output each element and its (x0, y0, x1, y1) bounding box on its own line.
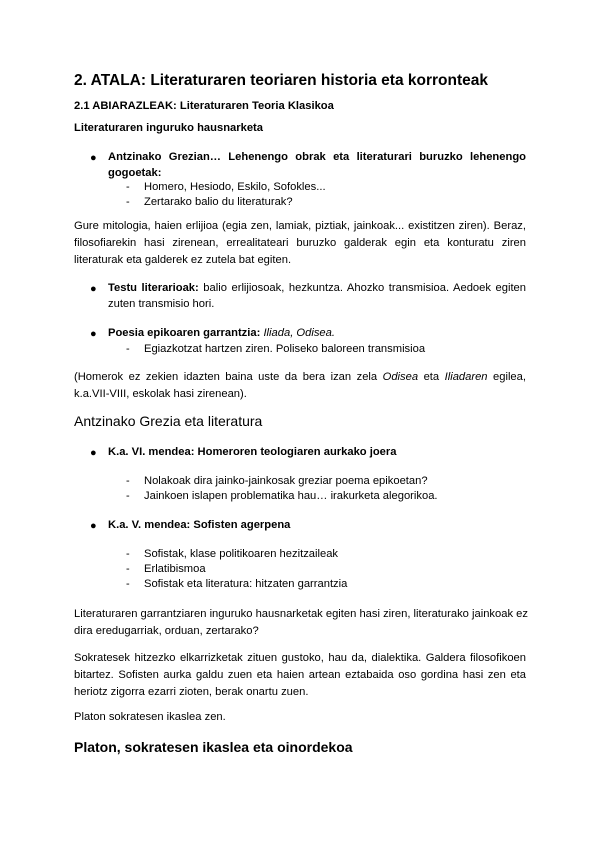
sub-item: Nolakoak dira jainko-jainkosak greziar poema epikoetan? (144, 475, 428, 487)
bullet-dot: ● (90, 447, 97, 459)
bullet-italic: Iliada, Odisea. (263, 327, 335, 339)
paragraph-sokratesek (74, 650, 526, 701)
dash-marker: - (126, 563, 130, 575)
bullet-item-sofisten-agerpena: K.a. V. mendea: Sofisten agerpena (108, 519, 291, 531)
sub-item: Sofistak, klase politikoaren hezitzaileak (144, 548, 339, 560)
paragraph-text: (Homerok ez zekien idazten baina uste da bera izan zela (74, 371, 383, 383)
dash-marker: - (126, 548, 130, 560)
section-heading-antzinako-grezia: Antzinako Grezia eta literatura (74, 413, 263, 429)
dash-marker: - (126, 578, 130, 590)
paragraph-line: filosofiarekin hasi zirenean, errealitateari buruzko galderak egin eta konturatu ziren (74, 237, 526, 249)
bullet-label: Testu literarioak: (108, 282, 199, 294)
subtitle: 2.1 ABIARAZLEAK: Literaturaren Teoria Klasikoa (74, 100, 334, 112)
paragraph-line: Literaturaren garrantziaren inguruko hausnarketak egiten hasi ziren, literaturako jainkoak ez (74, 608, 528, 620)
bullet-text: balio erlijiosoak, hezkuntza. Ahozko transmisioa. Aedoek egiten (198, 282, 526, 294)
section-heading-platon: Platon, sokratesen ikaslea eta oinordekoa (74, 739, 353, 755)
paragraph-line: k.a.VII-VIII, eskolak hasi zirenean). (74, 388, 247, 400)
dash-marker: - (126, 196, 130, 208)
paragraph-line: Gure mitologia, haien erlijioa (egia zen, lamiak, piztiak, jainkoak... existitzen ziren). Beraz, (74, 220, 526, 232)
paragraph-homerok (74, 369, 526, 403)
dash-marker: - (126, 490, 130, 502)
paragraph-line: heriotz zigorra ezarri zioten, berak onartu zuen. (74, 686, 309, 698)
bullet-dot: ● (90, 152, 97, 164)
bullet-dot: ● (90, 520, 97, 532)
italic-title: Iliadaren (444, 371, 488, 383)
bullet-item-poesia-epikoa (108, 326, 335, 341)
bullet-item-homeroren-teologia: K.a. VI. mendea: Homeroren teologiaren aurkako joera (108, 446, 397, 458)
bullet-item-testu-literarioak (108, 281, 526, 312)
section-heading-hausnarketa: Literaturaren inguruko hausnarketa (74, 122, 263, 134)
page-title: 2. ATALA: Literaturaren teoriaren historia eta korronteak (74, 72, 489, 89)
bullet-line: zuten transmisio hori. (108, 297, 215, 310)
dash-marker: - (126, 475, 130, 487)
sub-item: Egiazkotzat hartzen ziren. Poliseko baloreen transmisioa (144, 343, 426, 355)
bullet-line: Antzinako Grezian… Lehenengo obrak eta literaturari buruzko lehenengo (108, 151, 526, 163)
paragraph-text: eta (418, 371, 445, 383)
sub-item: Sofistak eta literatura: hitzaten garrantzia (144, 578, 348, 590)
paragraph-garrantzia (74, 606, 526, 640)
italic-title: Odisea (382, 371, 419, 383)
dash-marker: - (126, 181, 130, 193)
paragraph-line: literaturak eta galderek ez zutela bat egiten. (74, 254, 292, 266)
paragraph-platon: Platon sokratesen ikaslea zen. (74, 711, 226, 723)
sub-item: Homero, Hesiodo, Eskilo, Sofokles... (144, 181, 326, 193)
sub-item: Zertarako balio du literaturak? (144, 196, 293, 208)
bullet-line: gogoetak: (108, 166, 162, 179)
bullet-dot: ● (90, 283, 97, 295)
dash-marker: - (126, 343, 130, 355)
bullet-label: Poesia epikoaren garrantzia: (108, 327, 261, 339)
paragraph-line: bitartez. Sofisten aurka galdu zuen eta haien artean eztabaida oso gordina hasi zen eta (74, 669, 526, 681)
bullet-item-greziako-obrak (108, 150, 526, 181)
paragraph-line: Sokratesek hitzezko elkarrizketak zituen gustoko, hau da, dialektika. Galdera filosofikoen (74, 652, 526, 664)
paragraph-mitologia (74, 218, 526, 269)
paragraph-line: dira eredugarriak, orduan, zertarako? (74, 625, 259, 637)
paragraph-text: egilea, (487, 371, 526, 383)
sub-item: Jainkoen islapen problematika hau… irakurketa alegorikoa. (144, 490, 438, 502)
sub-item: Erlatibismoa (144, 563, 206, 575)
bullet-dot: ● (90, 328, 97, 340)
